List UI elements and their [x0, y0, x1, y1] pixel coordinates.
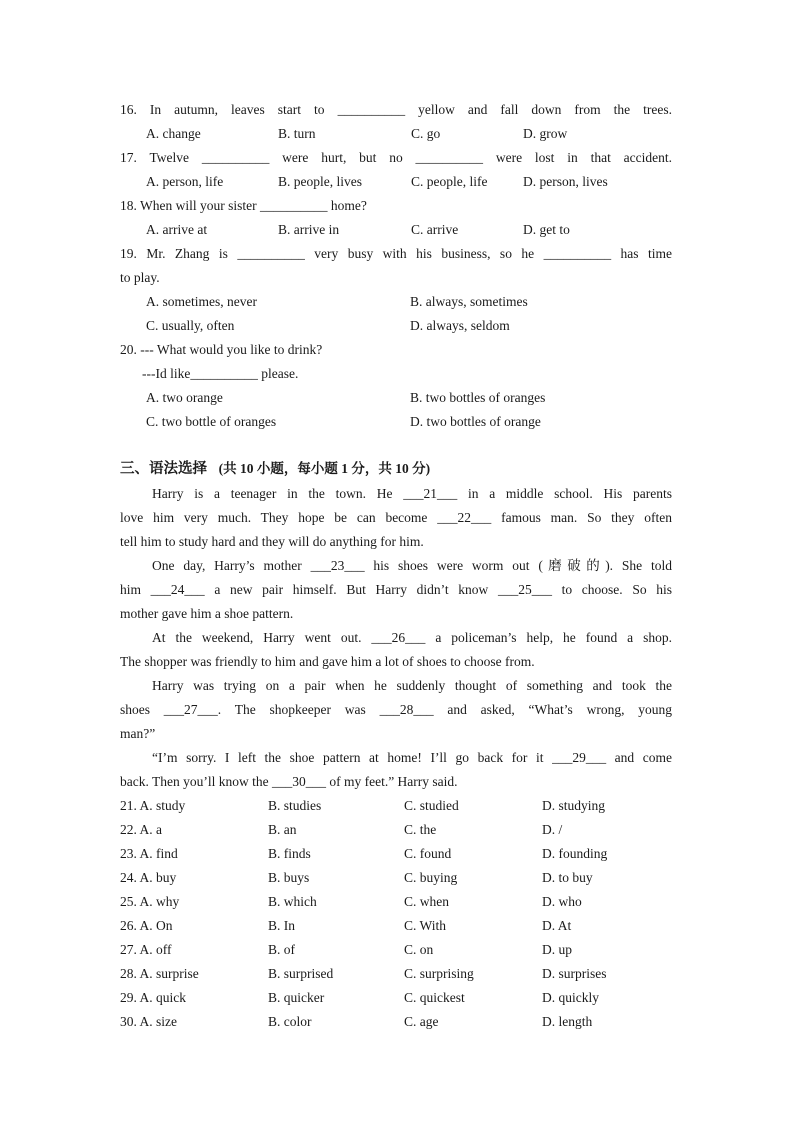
- question-25-options: [0, 890, 794, 914]
- option-b: B. people, lives: [278, 174, 362, 189]
- passage-line: man?”: [120, 726, 156, 741]
- passage-line: love him very much. They hope be can become ___22___ famous man. So they often: [120, 510, 672, 525]
- section-heading: [120, 457, 672, 481]
- option-b: B. an: [268, 822, 297, 837]
- question-27-options: [0, 938, 794, 962]
- option-b: B. which: [268, 894, 317, 909]
- option-b: B. quicker: [268, 990, 325, 1005]
- passage-line: tell him to study hard and they will do anything for him.: [120, 534, 424, 549]
- option-a: 24. A. buy: [120, 870, 177, 885]
- option-a: A. arrive at: [146, 222, 208, 237]
- option-b: B. In: [268, 918, 295, 933]
- question-19-options-ab: [146, 290, 686, 314]
- passage-line: Harry was trying on a pair when he suddenly thought of something and took the: [152, 678, 672, 693]
- option-a: 30. A. size: [120, 1014, 177, 1029]
- option-a: 25. A. why: [120, 894, 180, 909]
- option-d: D. surprises: [542, 966, 607, 981]
- question-28-options: [0, 962, 794, 986]
- option-d: D. /: [542, 822, 563, 837]
- option-d: D. to buy: [542, 870, 593, 885]
- option-c: C. people, life: [411, 174, 488, 189]
- question-20-stem-line2: ---Id like__________ please.: [142, 366, 299, 381]
- option-a: 22. A. a: [120, 822, 162, 837]
- option-c: C. usually, often: [146, 318, 235, 333]
- option-b: B. buys: [268, 870, 310, 885]
- question-21-options: [0, 794, 794, 818]
- option-c: C. age: [404, 1014, 439, 1029]
- option-c: C. found: [404, 846, 452, 861]
- question-26-options: [0, 914, 794, 938]
- option-b: B. color: [268, 1014, 312, 1029]
- question-20-stem-line1: 20. --- What would you like to drink?: [120, 342, 323, 357]
- option-d: D. grow: [523, 126, 568, 141]
- question-19-options-cd: [146, 314, 686, 338]
- question-16-options: [146, 122, 686, 146]
- option-d: D. length: [542, 1014, 593, 1029]
- option-a: A. two orange: [146, 390, 223, 405]
- option-b: B. studies: [268, 798, 322, 813]
- passage-line: “I’m sorry. I left the shoe pattern at home! I’ll go back for it ___29___ and come: [152, 750, 672, 765]
- section-title: 三、语法选择: [120, 461, 207, 477]
- option-d: D. two bottles of orange: [410, 414, 541, 429]
- option-c: C. two bottle of oranges: [146, 414, 277, 429]
- passage-line: At the weekend, Harry went out. ___26___ a policeman’s help, he found a shop.: [152, 630, 672, 645]
- passage-line: One day, Harry’s mother ___23___ his shoes were worm out (磨破的). She told: [152, 558, 672, 573]
- option-d: D. At: [542, 918, 572, 933]
- passage-line: back. Then you’ll know the ___30___ of my feet.” Harry said.: [120, 774, 458, 789]
- passage-line: shoes ___27___. The shopkeeper was ___28___ and asked, “What’s wrong, young: [120, 702, 672, 717]
- question-23-options: [0, 842, 794, 866]
- option-d: D. studying: [542, 798, 606, 813]
- option-d: D. quickly: [542, 990, 599, 1005]
- option-b: B. arrive in: [278, 222, 340, 237]
- option-d: D. get to: [523, 222, 570, 237]
- option-c: C. studied: [404, 798, 459, 813]
- option-d: D. always, seldom: [410, 318, 510, 333]
- option-c: C. go: [411, 126, 441, 141]
- option-a: 21. A. study: [120, 798, 186, 813]
- passage-line: mother gave him a shoe pattern.: [120, 606, 294, 621]
- passage-line: Harry is a teenager in the town. He ___21___ in a middle school. His parents: [152, 486, 672, 501]
- option-c: C. quickest: [404, 990, 465, 1005]
- option-c: C. when: [404, 894, 449, 909]
- option-d: D. person, lives: [523, 174, 608, 189]
- option-a: 29. A. quick: [120, 990, 186, 1005]
- option-b: B. turn: [278, 126, 316, 141]
- option-b: B. two bottles of oranges: [410, 390, 546, 405]
- option-c: C. arrive: [411, 222, 459, 237]
- question-19-stem-line2: to play.: [120, 270, 160, 285]
- question-24-options: [0, 866, 794, 890]
- passage-line: him ___24___ a new pair himself. But Harry didn’t know ___25___ to choose. So his: [120, 582, 672, 597]
- option-b: B. of: [268, 942, 295, 957]
- option-b: B. finds: [268, 846, 311, 861]
- question-30-options: [0, 1010, 794, 1034]
- question-16-stem: 16. In autumn, leaves start to __________ yellow and fall down from the trees.: [120, 102, 672, 117]
- option-c: C. the: [404, 822, 437, 837]
- question-19-stem-line1: 19. Mr. Zhang is __________ very busy with his business, so he __________ has time: [120, 246, 672, 261]
- option-c: C. With: [404, 918, 446, 933]
- option-a: 26. A. On: [120, 918, 173, 933]
- option-a: A. sometimes, never: [146, 294, 257, 309]
- question-18-options: [146, 218, 686, 242]
- option-a: A. person, life: [146, 174, 224, 189]
- section-subtitle: (共 10 小题，每小题 1 分，共 10 分): [218, 461, 431, 476]
- question-18-stem: 18. When will your sister __________ home?: [120, 198, 367, 213]
- question-22-options: [0, 818, 794, 842]
- option-d: D. up: [542, 942, 572, 957]
- option-a: 27. A. off: [120, 942, 172, 957]
- option-b: B. surprised: [268, 966, 334, 981]
- passage-line: The shopper was friendly to him and gave him a lot of shoes to choose from.: [120, 654, 535, 669]
- question-29-options: [0, 986, 794, 1010]
- option-a: 23. A. find: [120, 846, 178, 861]
- option-b: B. always, sometimes: [410, 294, 528, 309]
- option-a: A. change: [146, 126, 201, 141]
- option-c: C. buying: [404, 870, 458, 885]
- option-d: D. who: [542, 894, 582, 909]
- question-20-options-ab: [146, 386, 686, 410]
- question-17-stem: 17. Twelve __________ were hurt, but no __________ were lost in that accident.: [120, 150, 672, 165]
- option-a: 28. A. surprise: [120, 966, 199, 981]
- option-d: D. founding: [542, 846, 608, 861]
- option-c: C. on: [404, 942, 434, 957]
- question-17-options: [146, 170, 686, 194]
- option-c: C. surprising: [404, 966, 474, 981]
- question-20-options-cd: [146, 410, 686, 434]
